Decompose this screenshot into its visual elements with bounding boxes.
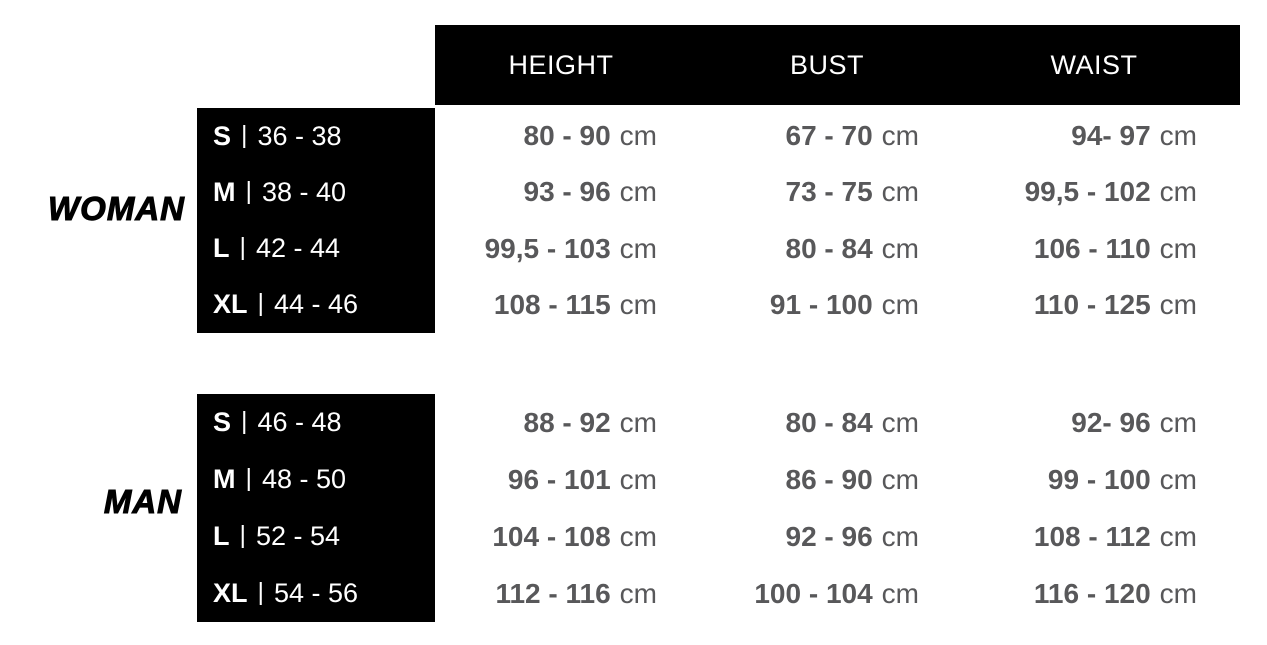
height-value: 96 - 101 — [507, 463, 611, 495]
unit-cm: cm — [619, 176, 657, 208]
size-range: 44 - 46 — [274, 289, 359, 320]
height-cell — [494, 277, 657, 333]
unit-cm: cm — [619, 577, 657, 609]
unit-cm: cm — [1159, 577, 1197, 609]
height-value: 108 - 115 — [493, 288, 611, 320]
size-range: 42 - 44 — [256, 233, 341, 264]
waist-value: 99,5 - 102 — [1024, 176, 1151, 208]
bust-cell — [786, 108, 920, 164]
waist-cell — [1048, 451, 1197, 508]
unit-cm: cm — [1159, 520, 1197, 552]
bust-cell — [770, 277, 919, 333]
unit-cm: cm — [619, 520, 657, 552]
size-separator: | — [257, 578, 265, 606]
size-separator: | — [257, 289, 265, 318]
bust-cell — [786, 451, 920, 508]
measurements-man — [0, 394, 1267, 622]
measurement-row — [0, 164, 1267, 220]
unit-cm: cm — [619, 120, 657, 152]
size-label: L — [213, 233, 230, 264]
height-cell — [524, 108, 658, 164]
height-value: 93 - 96 — [523, 176, 611, 208]
height-value: 104 - 108 — [492, 520, 611, 552]
height-cell — [485, 221, 657, 277]
height-cell — [524, 164, 658, 220]
waist-cell — [1034, 508, 1197, 565]
bust-cell — [786, 508, 920, 565]
size-range: 52 - 54 — [256, 521, 341, 551]
waist-value: 110 - 125 — [1033, 288, 1151, 320]
waist-cell — [1025, 164, 1197, 220]
bust-value: 73 - 75 — [785, 176, 873, 208]
bust-cell — [786, 221, 920, 277]
waist-value: 116 - 120 — [1033, 577, 1151, 609]
table-header-bar — [435, 25, 1240, 105]
unit-cm: cm — [619, 463, 657, 495]
size-label: M — [213, 176, 236, 207]
height-cell — [508, 451, 657, 508]
waist-value: 106 - 110 — [1033, 232, 1151, 264]
size-separator: | — [245, 464, 252, 492]
waist-value: 92- 96 — [1071, 406, 1151, 438]
unit-cm: cm — [1159, 120, 1197, 152]
bust-value: 67 - 70 — [785, 120, 873, 152]
bust-cell — [786, 394, 920, 451]
size-range: 38 - 40 — [262, 176, 347, 207]
unit-cm: cm — [881, 176, 919, 208]
column-header-bust: BUST — [789, 50, 865, 80]
height-cell — [495, 565, 657, 622]
waist-cell — [1034, 221, 1197, 277]
waist-value: 99 - 100 — [1047, 463, 1151, 495]
unit-cm: cm — [619, 406, 657, 438]
size-label: L — [213, 521, 230, 551]
waist-cell — [1071, 394, 1197, 451]
waist-cell — [1071, 108, 1197, 164]
measurement-row — [0, 451, 1267, 508]
unit-cm: cm — [1159, 232, 1197, 264]
bust-value: 100 - 104 — [754, 577, 873, 609]
measurement-row — [0, 108, 1267, 164]
measurement-row — [0, 277, 1267, 333]
bust-value: 80 - 84 — [785, 232, 873, 264]
measurements-woman — [0, 108, 1267, 333]
unit-cm: cm — [881, 406, 919, 438]
size-label: XL — [213, 578, 248, 608]
unit-cm: cm — [881, 577, 919, 609]
waist-cell — [1034, 565, 1197, 622]
unit-cm: cm — [881, 463, 919, 495]
size-label: XL — [213, 289, 248, 320]
size-range: 48 - 50 — [262, 464, 347, 494]
size-separator: | — [241, 407, 248, 435]
size-separator: | — [239, 233, 246, 262]
size-range: 46 - 48 — [257, 407, 342, 437]
column-header-height: HEIGHT — [508, 50, 614, 80]
size-range: 36 - 38 — [257, 120, 342, 151]
bust-value: 86 - 90 — [785, 463, 873, 495]
height-value: 112 - 116 — [495, 577, 611, 609]
bust-value: 80 - 84 — [785, 406, 873, 438]
measurement-row — [0, 508, 1267, 565]
unit-cm: cm — [881, 120, 919, 152]
size-label: M — [213, 464, 236, 494]
size-separator: | — [241, 120, 248, 149]
unit-cm: cm — [881, 288, 919, 320]
section-label-woman: WOMAN — [48, 190, 185, 227]
height-cell — [492, 508, 657, 565]
height-value: 99,5 - 103 — [484, 232, 611, 264]
measurement-row — [0, 394, 1267, 451]
unit-cm: cm — [881, 520, 919, 552]
waist-cell — [1034, 277, 1197, 333]
bust-value: 92 - 96 — [785, 520, 873, 552]
column-header-waist: WAIST — [1050, 50, 1138, 80]
section-label-man: MAN — [103, 483, 182, 520]
measurement-row — [0, 221, 1267, 277]
measurement-row — [0, 565, 1267, 622]
size-label: S — [213, 120, 232, 151]
height-cell — [524, 394, 658, 451]
height-value: 88 - 92 — [523, 406, 611, 438]
unit-cm: cm — [1159, 176, 1197, 208]
unit-cm: cm — [881, 232, 919, 264]
waist-value: 94- 97 — [1071, 120, 1151, 152]
unit-cm: cm — [1159, 406, 1197, 438]
unit-cm: cm — [1159, 463, 1197, 495]
size-range: 54 - 56 — [274, 578, 359, 608]
unit-cm: cm — [1159, 288, 1197, 320]
bust-value: 91 - 100 — [769, 288, 873, 320]
bust-cell — [754, 565, 919, 622]
bust-cell — [786, 164, 920, 220]
unit-cm: cm — [619, 288, 657, 320]
unit-cm: cm — [619, 232, 657, 264]
size-separator: | — [245, 176, 252, 205]
size-separator: | — [239, 521, 246, 549]
size-label: S — [213, 407, 232, 437]
waist-value: 108 - 112 — [1033, 520, 1151, 552]
height-value: 80 - 90 — [523, 120, 611, 152]
